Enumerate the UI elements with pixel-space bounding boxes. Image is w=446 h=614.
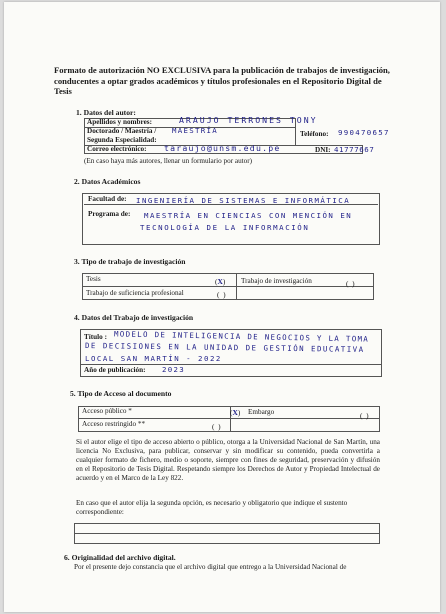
originality-paragraph: Por el presente dejo constancia que el archivo digital que entrego a la Universidad Nacional de (74, 563, 347, 571)
option-sufficiency-checkbox[interactable]: ( ) (217, 290, 226, 299)
option-tesis-checkbox[interactable]: (X) (215, 277, 226, 286)
work-title-label: Título : (84, 333, 107, 341)
access-embargo-checkbox[interactable]: ( ) (360, 411, 369, 420)
justification-line-divider (74, 533, 380, 534)
phone-label: Teléfono: (300, 130, 329, 138)
email-label: Correo electrónico: (87, 145, 147, 153)
program-value[interactable]: MAESTRÍA (172, 126, 218, 135)
form-title: Formato de autorización NO EXCLUSIVA para la publicación de trabajos de investigación, conducentes a optar grados académicos y títulos profesionales en el Repositorio Digital de Tesis (54, 65, 390, 96)
option-investigation-label: Trabajo de investigación (241, 277, 312, 285)
access-restricted-checkbox[interactable]: ( ) (212, 422, 221, 431)
justification-instructions: En caso que el autor elija la segunda opción, es necesario y obligatorio que indique el sustento correspondiente: (76, 499, 348, 516)
program-label-line2: Segunda Especialidad: (87, 136, 157, 144)
section-1-heading: 1. Datos del autor: (76, 108, 136, 117)
section-2-heading: 2. Datos Académicos (74, 177, 141, 186)
access-embargo-label: Embargo (248, 408, 275, 416)
option-tesis-label: Tesis (86, 275, 101, 283)
email-value[interactable]: taraujo@unsm.edu.pe (164, 143, 281, 153)
work-type-row-divider (82, 286, 374, 287)
option-investigation-checkbox[interactable]: ( ) (346, 279, 355, 288)
phone-value[interactable]: 990470657 (338, 128, 390, 137)
work-type-col-divider (236, 273, 237, 300)
program-area-label: Programa de: (88, 210, 131, 218)
section-6-heading: 6. Originalidad del archivo digital. (64, 553, 176, 562)
license-paragraph: Si el autor elige el tipo de acceso abierto o público, otorga a la Universidad Nacional de San Martín, una licencia No Exclusiva, para publicar, conservar y sin modificar su contenido, pueda convertirla a cualquier formato de fichero, medio o soporte, siempre con fines de seguridad, preservación y difusión en el Repositorio de Tesis Digital. Respetando siempre los Derechos de Autor y Propiedad Intelectual de acuerdo y en el Marco de la Ley 822. (76, 438, 380, 482)
access-row-divider (78, 418, 380, 419)
author-names-label: Apellidos y nombres: (87, 118, 152, 126)
program-label-line1: Doctorado / Maestría / (87, 127, 157, 135)
access-restricted-label: Acceso restringido ** (82, 420, 146, 428)
year-value[interactable]: 2023 (162, 365, 185, 374)
work-title-line2[interactable]: DE DECISIONES EN LA UNIDAD DE GESTIÓN EDUCATIVA (84, 341, 365, 354)
work-title-line1[interactable]: MODELO DE INTELIGENCIA DE NEGOCIOS Y LA TOMA (113, 329, 370, 344)
author-note: (En caso haya más autores, llenar un formulario por autor) (84, 157, 253, 165)
faculty-label: Facultad de: (88, 195, 127, 203)
dni-label: DNI: (315, 146, 331, 154)
option-sufficiency-label: Trabajo de suficiencia profesional (86, 289, 184, 297)
author-names-value[interactable]: ARAUJO TERRONES TONY (179, 115, 318, 125)
faculty-value[interactable]: INGENIERÍA DE SISTEMAS E INFORMÁTICA (136, 196, 351, 205)
year-label: Año de publicación: (84, 366, 146, 374)
document-page (4, 2, 440, 612)
access-public-checkbox[interactable]: (X) (230, 408, 241, 417)
year-row-divider (80, 364, 382, 365)
dni-value[interactable]: 41777667 (334, 145, 375, 154)
access-public-label: Acceso público * (82, 407, 132, 415)
work-title-line3[interactable]: LOCAL SAN MARTÍN - 2022 (85, 354, 222, 363)
access-public-mark: X (232, 408, 238, 417)
program-area-line1[interactable]: MAESTRÍA EN CIENCIAS CON MENCIÓN EN (144, 211, 353, 220)
option-tesis-mark: X (217, 277, 223, 286)
section-4-heading: 4. Datos del Trabajo de investigación (74, 313, 194, 322)
section-5-heading: 5. Tipo de Acceso al documento (70, 389, 172, 398)
program-area-line2[interactable]: TECNOLOGÍA DE LA INFORMACIÓN (140, 223, 310, 232)
section-3-heading: 3. Tipo de trabajo de investigación (74, 257, 186, 266)
